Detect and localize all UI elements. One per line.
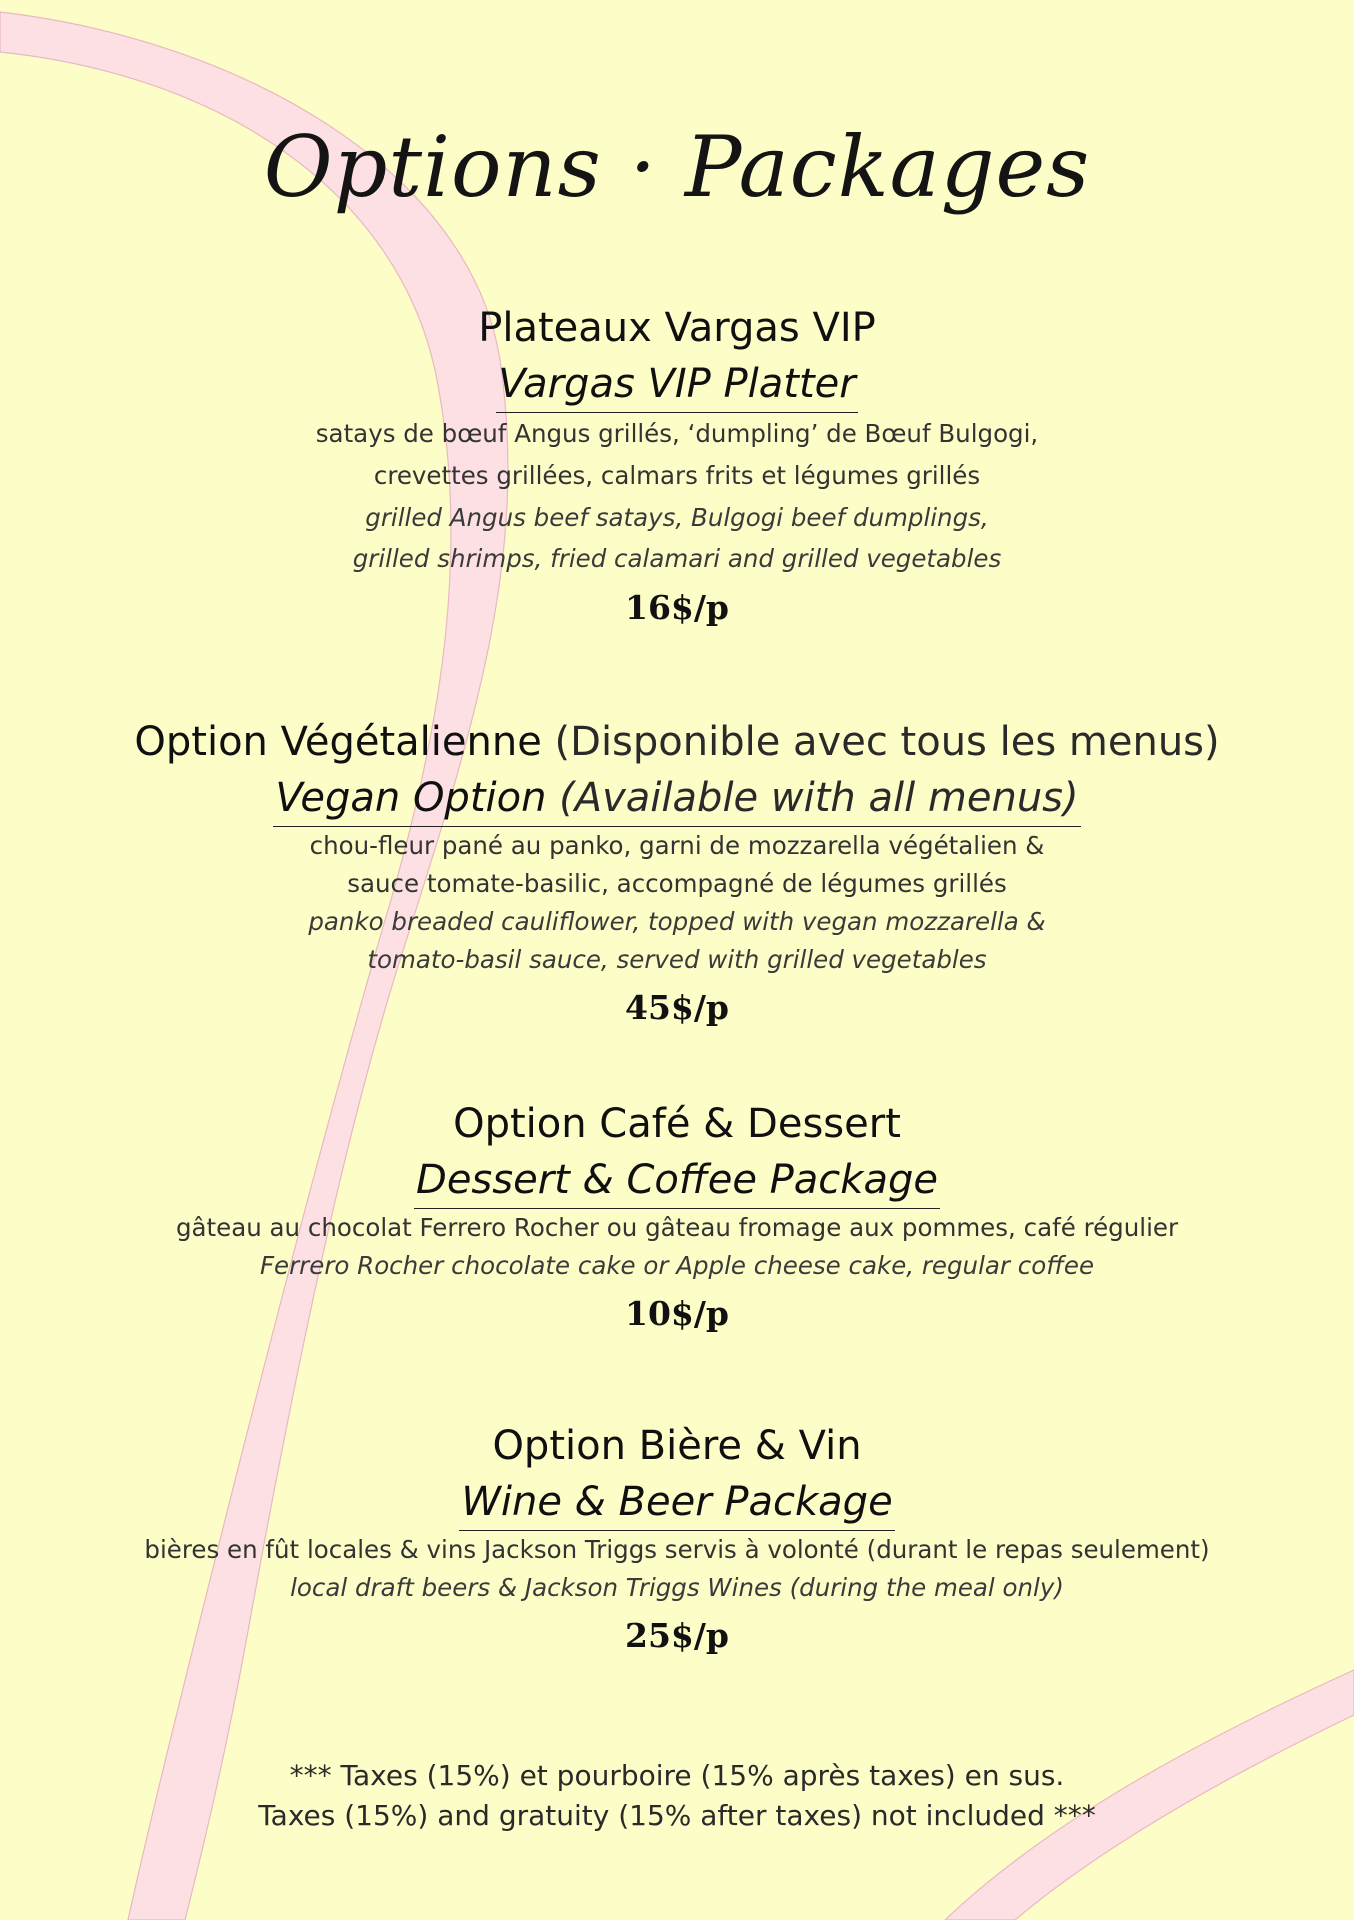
description-fr: bières en fût locales & vins Jackson Triggs servis à volonté (durant le repas seulement) (144, 1535, 1210, 1564)
description-fr: satays de bœuf Angus grillés, ‘dumpling’ de Bœuf Bulgogi, (315, 419, 1039, 448)
price: 45$/p (624, 988, 729, 1027)
description-en: panko breaded cauliflower, topped with vegan mozzarella & (308, 907, 1046, 936)
price: 16$/p (624, 588, 729, 627)
section-vegan-option (0, 714, 1354, 1037)
section-title-en: Vegan Option (Available with all menus) (273, 770, 1080, 827)
section-title-fr-note: (Disponible avec tous les menus) (554, 719, 1220, 765)
section-title-fr: Option Végétalienne (Disponible avec tous les menus) (134, 719, 1220, 765)
section-title-en: Dessert & Coffee Package (414, 1152, 940, 1209)
section-dessert-coffee (0, 1096, 1354, 1343)
price: 10$/p (624, 1294, 729, 1333)
description-en: local draft beers & Jackson Triggs Wines (during the meal only) (290, 1573, 1064, 1602)
price: 25$/p (624, 1616, 729, 1655)
tax-footnote (0, 1756, 1354, 1836)
section-title-fr: Plateaux Vargas VIP (478, 305, 876, 351)
description-en: tomato-basil sauce, served with grilled vegetables (367, 945, 987, 974)
description-en: grilled Angus beef satays, Bulgogi beef dumplings, (365, 503, 989, 532)
description-fr: sauce tomate-basilic, accompagné de légumes grillés (347, 869, 1007, 898)
section-wine-beer (0, 1418, 1354, 1665)
description-fr: crevettes grillées, calmars frits et légumes grillés (373, 461, 981, 490)
section-vip-platter (0, 300, 1354, 637)
description-en: grilled shrimps, fried calamari and grilled vegetables (352, 544, 1002, 573)
description-en: Ferrero Rocher chocolate cake or Apple cheese cake, regular coffee (259, 1251, 1095, 1280)
tax-note-fr: *** Taxes (15%) et pourboire (15% après taxes) en sus. (289, 1759, 1065, 1792)
section-title-fr: Option Bière & Vin (492, 1423, 862, 1469)
section-title-en-note: (Available with all menus) (559, 775, 1079, 821)
section-title-en: Wine & Beer Package (459, 1474, 894, 1531)
description-fr: gâteau au chocolat Ferrero Rocher ou gâteau fromage aux pommes, café régulier (175, 1213, 1179, 1242)
description-fr: chou-fleur pané au panko, garni de mozzarella végétalien & (309, 831, 1045, 860)
section-title-en: Vargas VIP Platter (496, 356, 857, 413)
page-title: Options · Packages (263, 118, 1091, 216)
section-title-fr: Option Café & Dessert (453, 1101, 901, 1147)
tax-note-en: Taxes (15%) and gratuity (15% after taxes) not included *** (258, 1799, 1096, 1832)
